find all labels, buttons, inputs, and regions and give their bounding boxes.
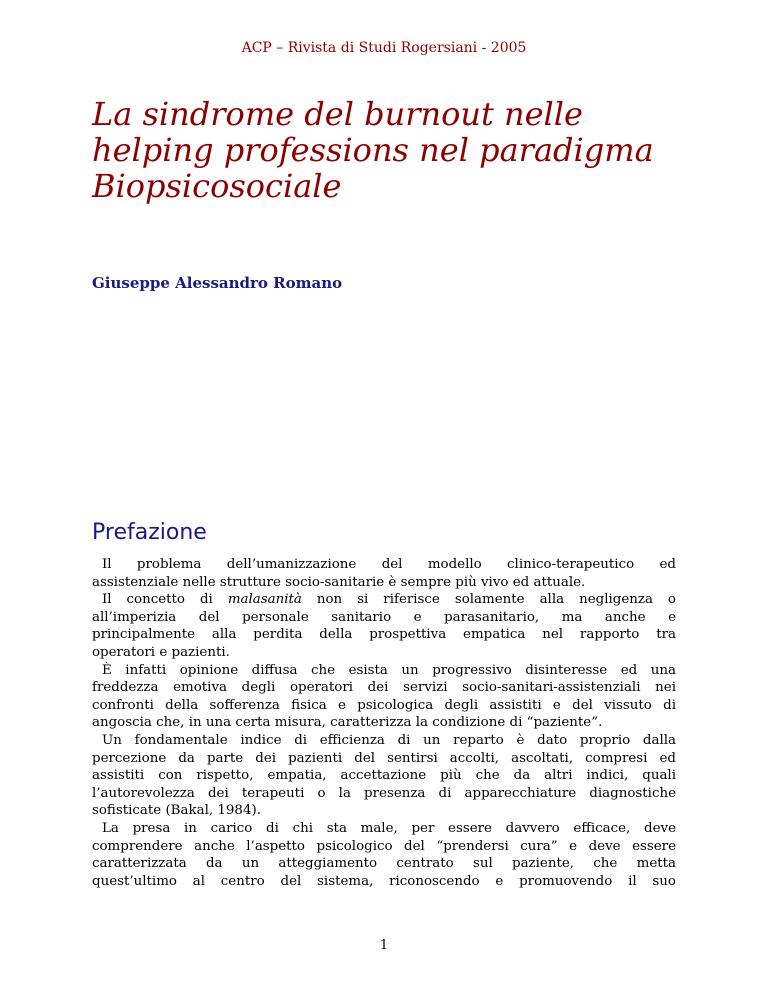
title-line: Biopsicosociale [92, 167, 342, 205]
running-header: ACP – Rivista di Studi Rogersiani - 2005 [241, 40, 527, 56]
text-line: quest’ultimo al centro del sistema, riconoscendo e promuovendo il suo [92, 873, 676, 889]
body-text [92, 556, 676, 890]
text-fragment: non si riferisce solamente alla negligenza o [316, 592, 676, 608]
text-line: percezione da parte dei pazienti del sentirsi accolti, ascoltati, compresi ed [92, 750, 676, 766]
title-line: La sindrome del burnout nelle [92, 95, 583, 133]
title-line: helping professions nel paradigma [92, 131, 654, 169]
text-line: caratterizzata da un atteggiamento centrato sul paziente, che metta [92, 856, 676, 872]
text-line: assistenziale nelle strutture socio-sanitarie è sempre più vivo ed attuale. [92, 574, 586, 590]
text-line: Il problema dell’umanizzazione del modello clinico-terapeutico ed [102, 557, 676, 572]
text-line: Un fondamentale indice di efficienza di un reparto è dato proprio dalla [102, 732, 676, 748]
text-line: confronti della sofferenza fisica e psicologica degli assistiti e del vissuto di [92, 697, 676, 713]
text-fragment: Il concetto di [102, 592, 228, 608]
text-line: principalmente alla perdita della prospettiva empatica nel rapporto tra [92, 627, 676, 643]
text-line: operatori e pazienti. [92, 644, 230, 660]
text-line: l’autorevolezza dei terapeuti o la presenza di apparecchiature diagnostiche [92, 785, 676, 801]
emphasis-term: malasanità [227, 592, 302, 608]
text-line: freddezza emotiva degli operatori dei servizi socio-sanitari-assistenziali nei [92, 680, 676, 696]
section-heading: Prefazione [92, 520, 207, 545]
text-line: angoscia che, in una certa misura, caratterizza la condizione di “paziente”. [92, 715, 603, 731]
text-line: comprendere anche l’aspetto psicologico del “prendersi cura” e deve essere [92, 838, 676, 854]
text-line: assistiti con rispetto, empatia, accettazione più che da altri indici, quali [92, 768, 676, 784]
article-title [92, 96, 692, 204]
text-line: all’imperizia del personale sanitario e parasanitario, ma anche e [92, 609, 676, 625]
text-line: È infatti opinione diffusa che esista un progressivo disinteresse ed una [102, 662, 676, 678]
author-name: Giuseppe Alessandro Romano [92, 274, 343, 292]
text-line [92, 591, 676, 609]
text-line: La presa in carico di chi sta male, per essere davvero efficace, deve [102, 820, 676, 836]
page-number: 1 [379, 938, 389, 953]
text-line: sofisticate (Bakal, 1984). [92, 803, 261, 819]
